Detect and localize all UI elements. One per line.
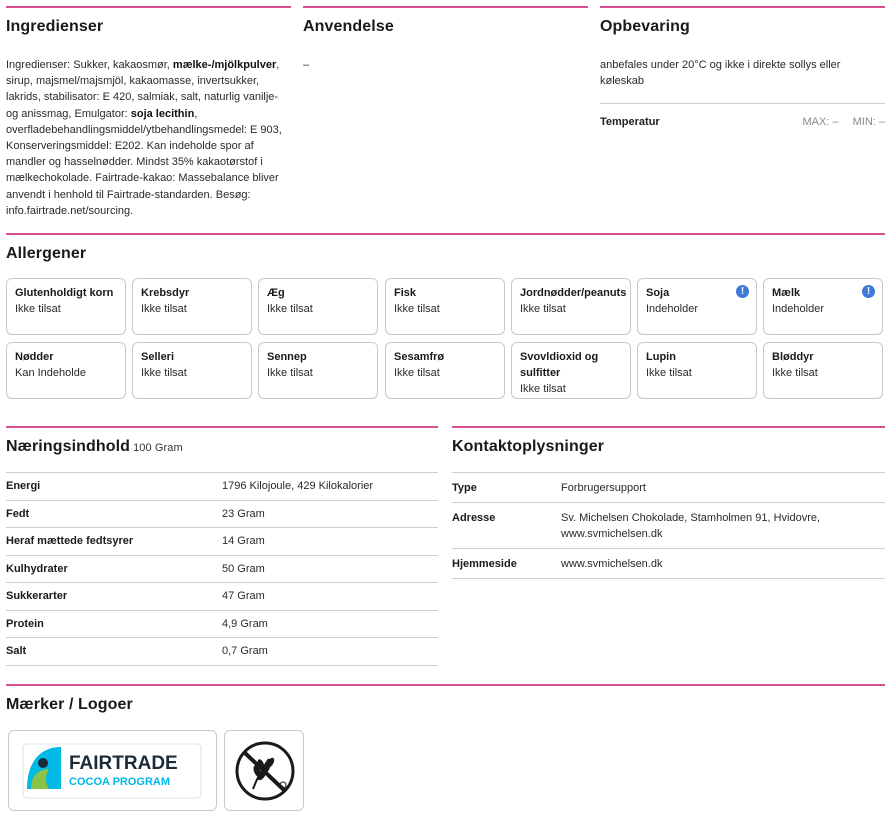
ingredient-text: Ingredienser: Sukker, kakaosmør, [6,59,173,71]
allergen-name: Mælk [772,287,801,299]
temperature-label: Temperatur [600,116,660,128]
allergens-section [6,233,885,395]
allergen-name: Lupin [646,351,676,363]
allergen-name: Fisk [394,287,417,299]
nutrition-key: Protein [6,617,44,630]
temperature-min: MIN: – [852,116,885,128]
temperature-row [600,103,885,128]
allergen-name: Jordnødder/peanuts [520,287,627,299]
allergen-card [763,342,883,399]
allergen-status: Ikke tilsat [267,303,313,315]
allergen-status: Ikke tilsat [520,383,566,395]
nutrition-row [6,501,438,529]
contact-row [452,473,885,503]
nutrition-row [6,473,438,501]
fairtrade-line2: COCOA PROGRAM [69,776,171,788]
nutrition-value: 1796 Kilojoule, 429 Kilokalorier [222,480,374,493]
allergen-card [132,342,252,399]
nutrition-row [6,583,438,611]
ingredient-text: , sirup, majsmel/majsmjöl, kakaomasse, invertsukker, lakrids, stabilisator: E 420, salmiak, salt, naturlig vanilje- og anissmag, Emulgator: [6,59,280,120]
contact-table [452,472,885,579]
allergen-status: Indeholder [646,303,698,315]
allergen-card [511,278,631,335]
allergen-card [637,342,757,399]
temperature-max: MAX: – [802,116,839,128]
nutrition-value: 4,9 Gram [222,617,268,630]
allergen-status: Indeholder [772,303,824,315]
allergen-card [763,278,883,335]
info-icon[interactable]: ! [862,285,875,298]
contact-value: Sv. Michelsen Chokolade, Stamholmen 91, Hvidovre, www.svmichelsen.dk [561,512,821,540]
nutrition-value: 47 Gram [222,590,265,603]
allergen-name: Glutenholdigt korn [15,287,114,299]
usage-section [303,6,588,73]
contact-row [452,503,885,549]
ingredients-section [6,6,291,219]
allergen-card [6,342,126,399]
ingredient-allergen-text: mælke-/mjölkpulver [172,59,277,71]
allergen-card [132,278,252,335]
allergen-card [258,342,378,399]
allergen-status: Ikke tilsat [267,367,313,379]
allergen-status: Ikke tilsat [772,367,818,379]
fairtrade-logo [8,730,217,811]
nutrition-key: Fedt [6,507,30,520]
gluten-free-icon [225,731,305,812]
allergen-name: Selleri [141,351,175,363]
allergen-name: Sesamfrø [394,351,445,363]
allergen-card [637,278,757,335]
nutrition-value: 50 Gram [222,562,265,575]
allergen-card [6,278,126,335]
usage-text: – [303,59,310,71]
fairtrade-line1: FAIRTRADE [69,753,178,774]
allergen-status: Kan Indeholde [15,367,86,379]
contact-section [452,426,885,579]
nutrition-key: Sukkerarter [6,590,68,603]
contact-value: www.svmichelsen.dk [561,558,663,570]
gluten-free-logo [224,730,304,811]
contact-value: Forbrugersupport [561,482,646,494]
nutrition-unit: 100 Gram [133,442,183,454]
allergen-card [385,342,505,399]
allergen-status: Ikke tilsat [394,303,440,315]
nutrition-key: Energi [6,480,41,493]
allergen-name: Bløddyr [772,351,814,363]
nutrition-key: Kulhydrater [6,562,68,575]
nutrition-row [6,528,438,556]
allergen-status: Ikke tilsat [394,367,440,379]
allergen-status: Ikke tilsat [520,303,566,315]
nutrition-section [6,426,438,666]
contact-key: Type [452,482,477,494]
contact-title: Kontaktoplysninger [452,438,605,455]
fairtrade-logo-graphic [9,731,218,812]
logos-section [6,684,885,788]
ingredients-text [6,57,291,219]
storage-title: Opbevaring [600,18,690,35]
allergens-title: Allergener [6,245,87,262]
allergen-name: Sennep [267,351,307,363]
contact-key: Hjemmeside [452,558,517,570]
allergen-name: Æg [267,287,285,299]
allergen-status: Ikke tilsat [646,367,692,379]
logos-title: Mærker / Logoer [6,696,133,713]
nutrition-title: Næringsindhold [6,438,131,455]
nutrition-value: 14 Gram [222,535,265,548]
allergen-name: Svovldioxid og sulfitter [520,351,599,379]
info-icon[interactable]: ! [736,285,749,298]
contact-row [452,549,885,579]
nutrition-value: 0,7 Gram [222,645,268,658]
nutrition-table [6,472,438,666]
nutrition-key: Salt [6,645,27,658]
ingredient-text: , overfladebehandlingsmiddel/ytbehandlingsmedel: E 903, Konserveringsmiddel: E202. Kan indeholde spor af mandler og hasselnødder. Mindst 35% kakaotørstof i mælkechokolade. Fairtrade-kakao: Massebalance bliver anvendt i henhold til Fairtrade-standarden. Besøg: info.fairtrade.net/sourcing. [6,107,282,217]
nutrition-row [6,611,438,639]
nutrition-value: 23 Gram [222,507,265,520]
usage-title: Anvendelse [303,18,394,35]
storage-section [600,6,885,128]
allergen-card [511,342,631,399]
allergen-name: Soja [646,287,670,299]
allergen-card [385,278,505,335]
ingredient-allergen-text: soja lecithin [130,107,195,120]
allergen-status: Ikke tilsat [141,367,187,379]
ingredients-title: Ingredienser [6,18,104,35]
allergen-card [258,278,378,335]
nutrition-row [6,556,438,584]
allergen-status: Ikke tilsat [15,303,61,315]
storage-text: anbefales under 20°C og ikke i direkte sollys eller køleskab [600,59,841,87]
allergen-name: Krebsdyr [141,287,190,299]
nutrition-row [6,638,438,666]
nutrition-header [6,438,438,472]
nutrition-key: Heraf mættede fedtsyrer [6,535,134,548]
contact-key: Adresse [452,512,496,524]
allergen-name: Nødder [15,351,54,363]
allergen-status: Ikke tilsat [141,303,187,315]
